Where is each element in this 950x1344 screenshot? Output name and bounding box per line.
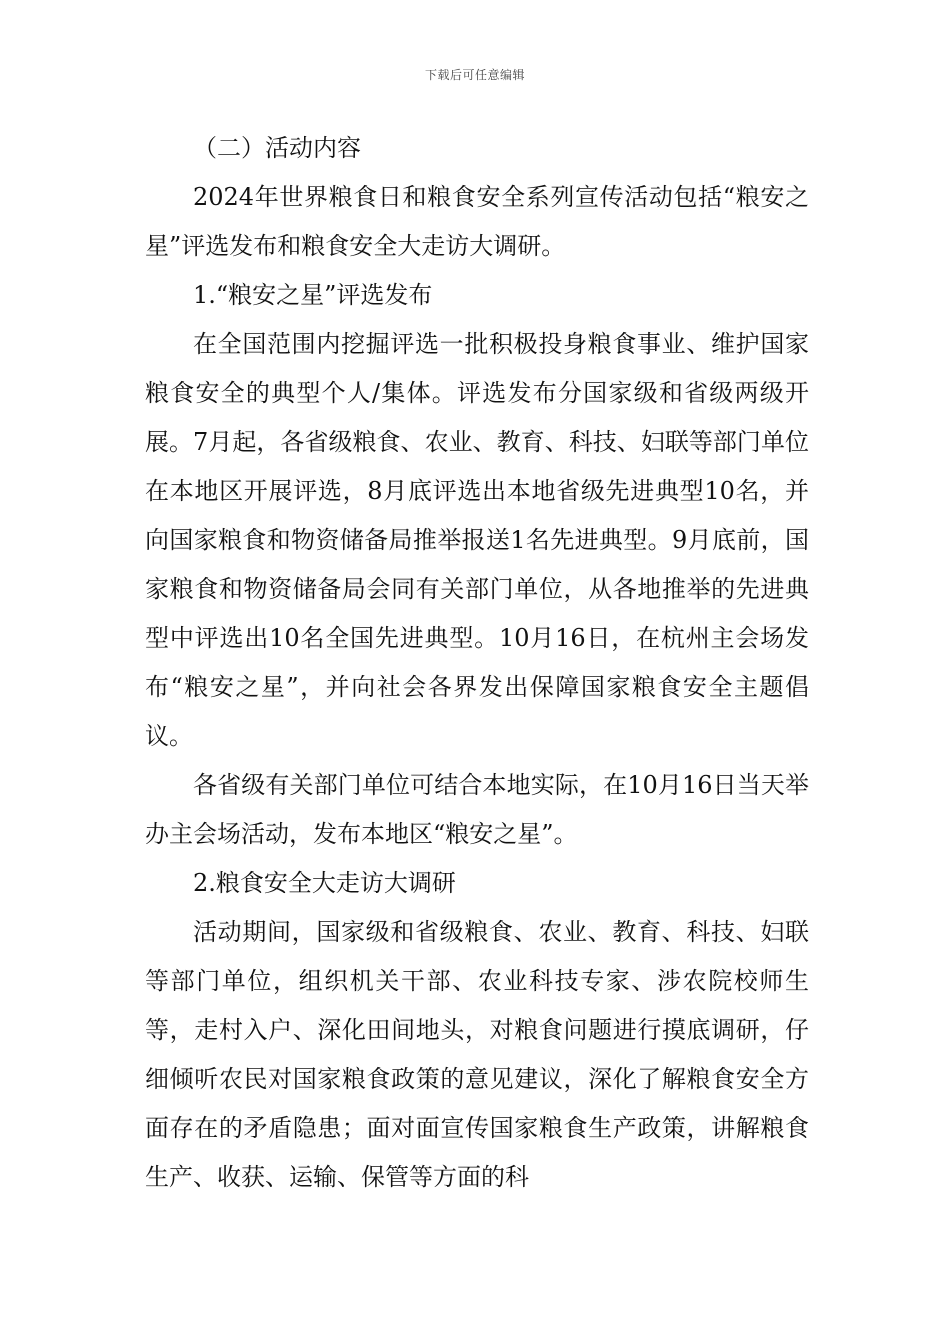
subsection-heading-2: 2.粮食安全大走访大调研 — [193, 869, 456, 897]
section-heading: （二）活动内容 — [193, 134, 361, 162]
survey-paragraph: 活动期间，国家级和省级粮食、农业、教育、科技、妇联等部门单位，组织机关干部、农业科技专家、涉农院校师生等，走村入户、深化田间地头，对粮食问题进行摸底调研，仔细倾听农民对国家粮食政策的意见建议，深化了解粮食安全方面存在的矛盾隐患；面对面宣传国家粮食生产政策，讲解粮食生产、收获、运输、保管等方面的科 — [145, 918, 809, 1191]
selection-paragraph: 在全国范围内挖掘评选一批积极投身粮食事业、维护国家粮食安全的典型个人/集体。评选发布分国家级和省级两级开展。7月起，各省级粮食、农业、教育、科技、妇联等部门单位在本地区开展评选，8月底评选出本地省级先进典型10名，并向国家粮食和物资储备局推举报送1名先进典型。9月底前，国家粮食和物资储备局会同有关部门单位，从各地推举的先进典型中评选出10名全国先进典型。10月16日，在杭州主会场发布“粮安之星”，并向社会各界发出保障国家粮食安全主题倡议。 — [145, 330, 809, 750]
document-body — [145, 124, 809, 1202]
provincial-paragraph: 各省级有关部门单位可结合本地实际，在10月16日当天举办主会场活动，发布本地区“粮安之星”。 — [145, 771, 809, 848]
intro-paragraph: 2024年世界粮食日和粮食安全系列宣传活动包括“粮安之星”评选发布和粮食安全大走访大调研。 — [145, 183, 809, 260]
page-header: 下载后可任意编辑 — [424, 68, 525, 82]
subsection-heading-1: 1.“粮安之星”评选发布 — [193, 281, 433, 309]
